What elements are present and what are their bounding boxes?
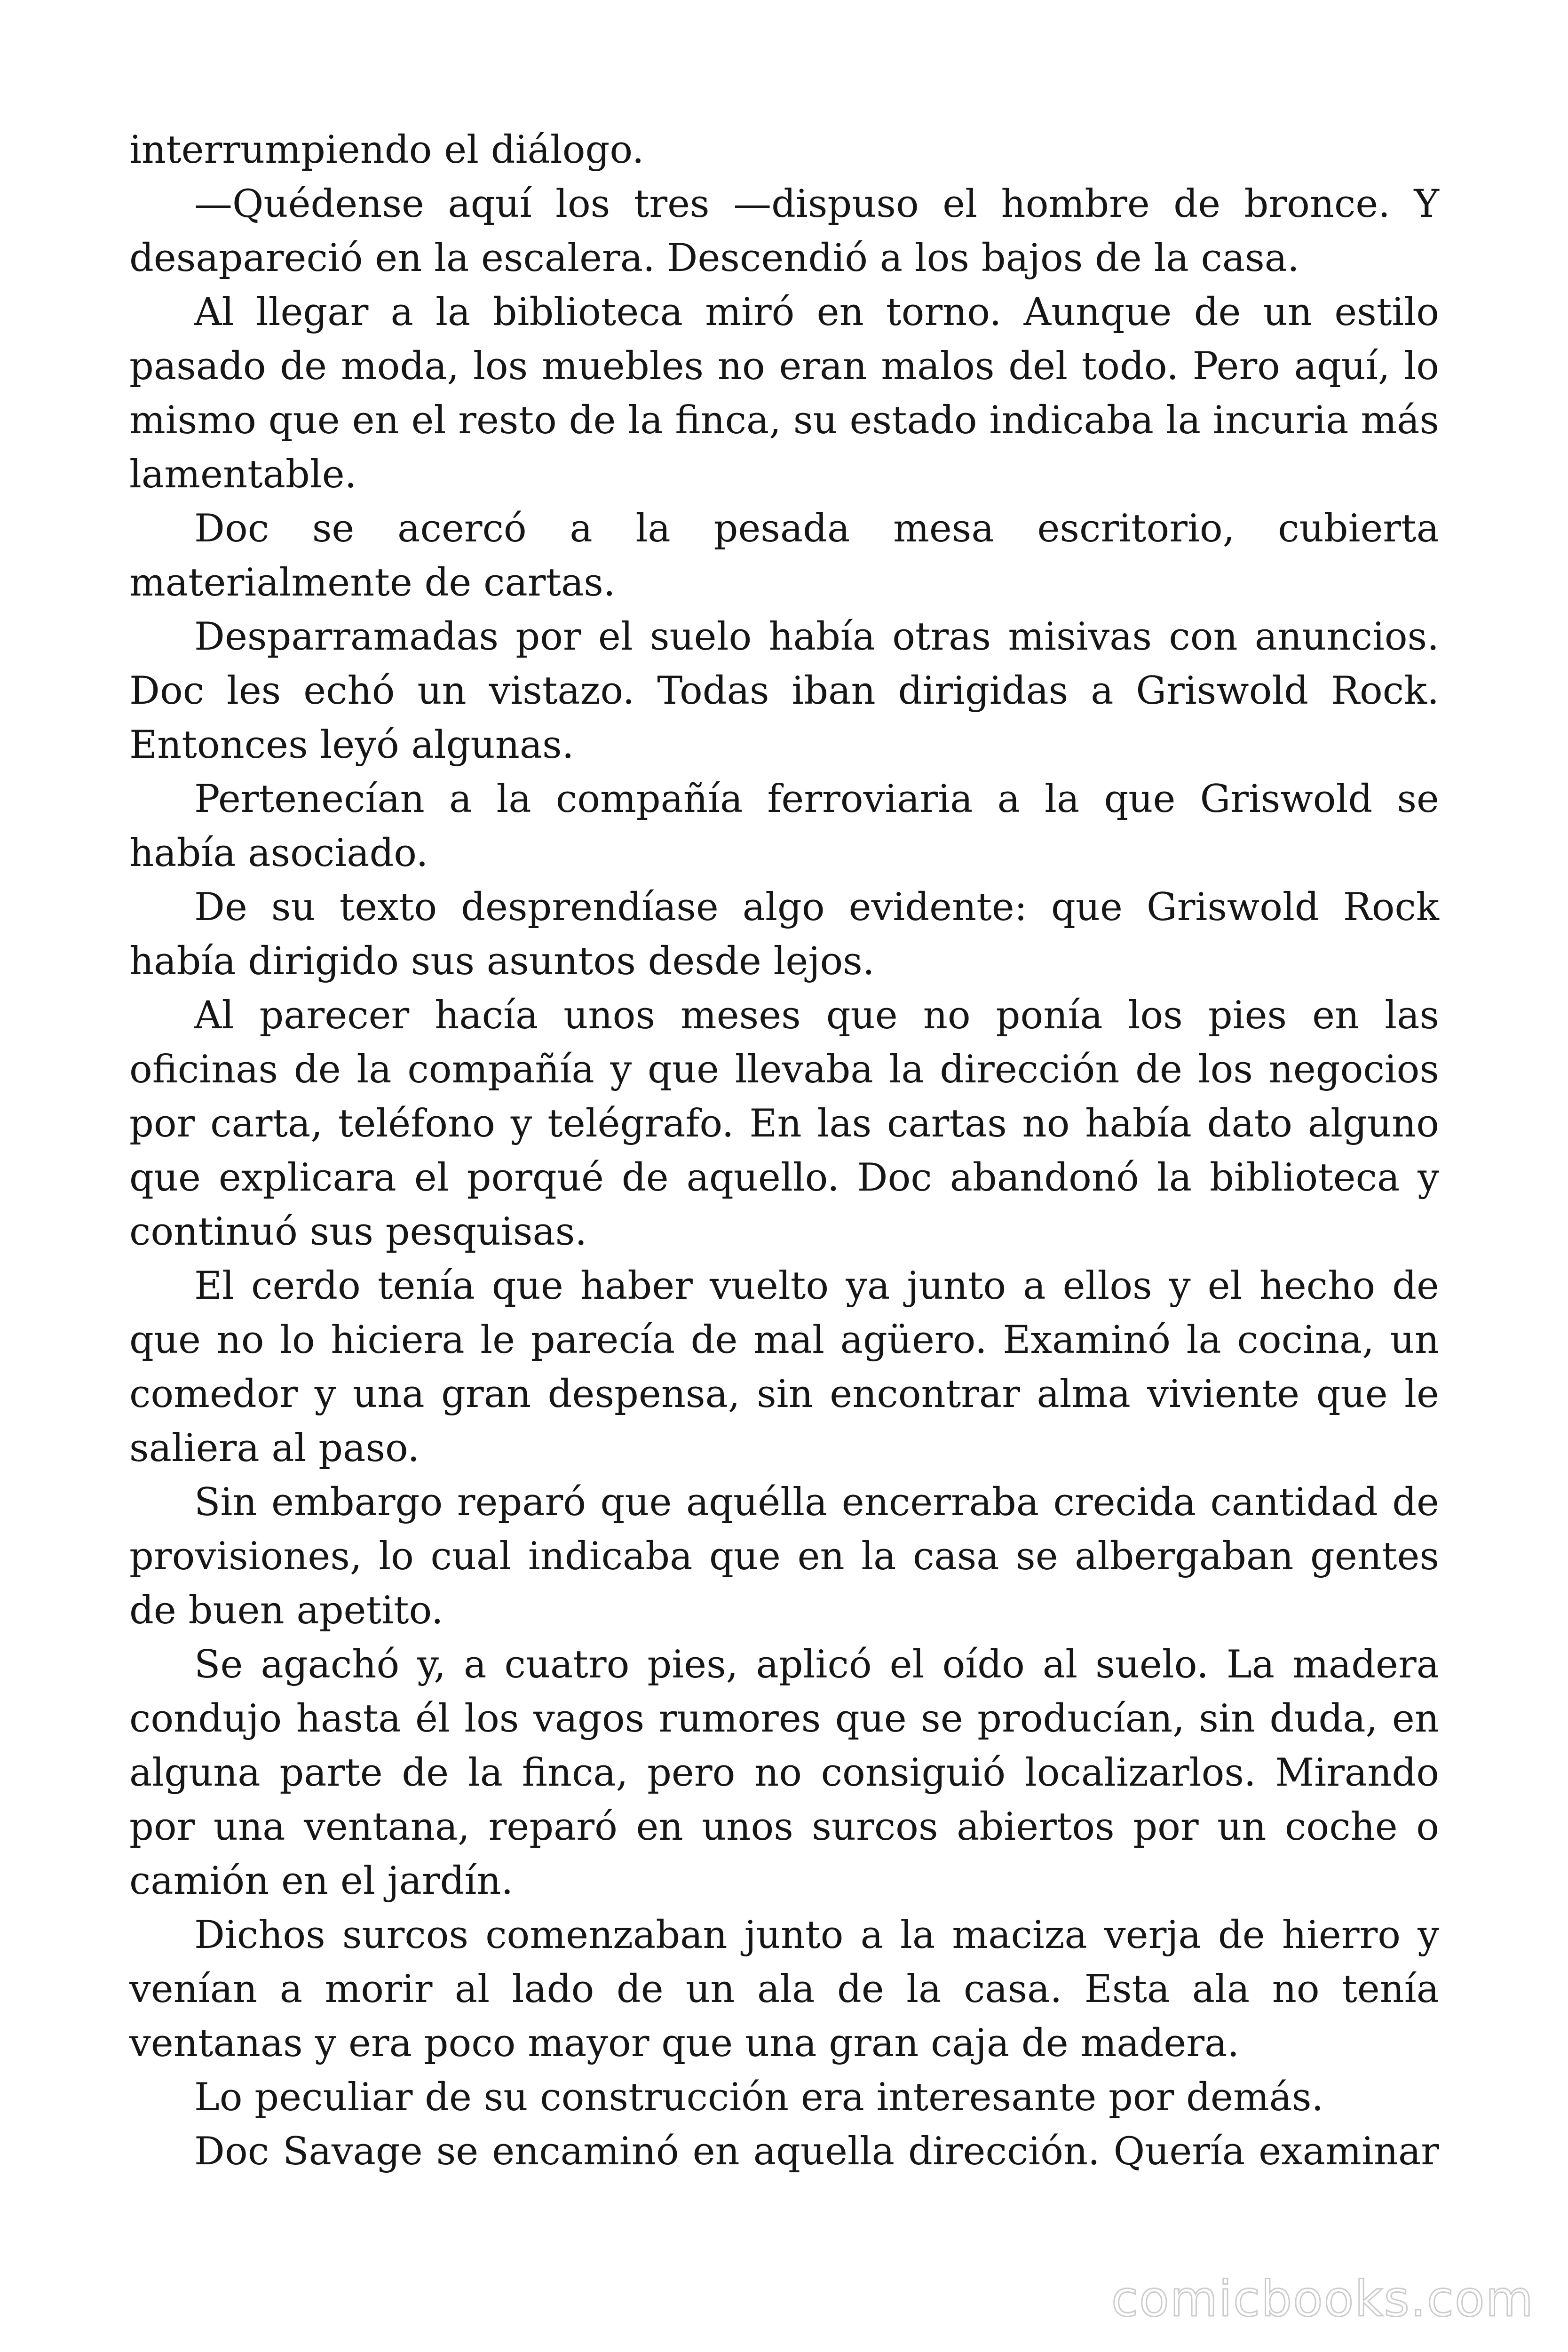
- paragraph: Desparramadas por el suelo había otras misivas con anuncios. Doc les echó un vistazo. Todas iban dirigidas a Griswold Rock. Entonces leyó algunas.: [129, 615, 1439, 767]
- paragraph: De su texto desprendíase algo evidente: que Griswold Rock había dirigido sus asuntos desde lejos.: [129, 885, 1439, 984]
- paragraph: Al parecer hacía unos meses que no ponía los pies en las oficinas de la compañía y que llevaba la dirección de los negocios por carta, teléfono y telégrafo. En las cartas no había dato alguno que explicara el porqué de aquello. Doc abandonó la biblioteca y continuó sus pesquisas.: [129, 993, 1439, 1254]
- watermark: comicbooks.com: [1111, 2270, 1534, 2328]
- paragraph: Doc se acercó a la pesada mesa escritorio, cubierta materialmente de cartas.: [129, 507, 1439, 605]
- paragraph: Sin embargo reparó que aquélla encerraba crecida cantidad de provisiones, lo cual indicaba que en la casa se albergaban gentes de buen apetito.: [129, 1480, 1439, 1633]
- paragraph: Se agachó y, a cuatro pies, aplicó el oído al suelo. La madera condujo hasta él los vagos rumores que se producían, sin duda, en alguna parte de la finca, pero no consiguió localizarlos. Mirando por una ventana, reparó en unos surcos abiertos por un coche o camión en el jardín.: [129, 1643, 1439, 1903]
- paragraph: Lo peculiar de su construcción era interesante por demás.: [194, 2075, 1324, 2120]
- paragraph: Al llegar a la biblioteca miró en torno. Aunque de un estilo pasado de moda, los muebles no eran malos del todo. Pero aquí, lo mismo que en el resto de la finca, su estado indicaba la incuria más lamentable.: [129, 290, 1439, 497]
- page-body: [129, 123, 1439, 2179]
- paragraph: —Quédense aquí los tres —dispuso el hombre de bronce. Y desapareció en la escalera. Descendió a los bajos de la casa.: [129, 182, 1439, 280]
- paragraph: Dichos surcos comenzaban junto a la maciza verja de hierro y venían a morir al lado de un ala de la casa. Esta ala no tenía ventanas y era poco mayor que una gran caja de madera.: [129, 1913, 1439, 2066]
- paragraph: Pertenecían a la compañía ferroviaria a la que Griswold se había asociado.: [129, 777, 1439, 875]
- paragraph: interrumpiendo el diálogo.: [129, 128, 644, 172]
- paragraph: Doc Savage se encaminó en aquella dirección. Quería examinar: [194, 2130, 1439, 2174]
- paragraph: El cerdo tenía que haber vuelto ya junto a ellos y el hecho de que no lo hiciera le parecía de mal agüero. Examinó la cocina, un comedor y una gran despensa, sin encontrar alma viviente que le saliera al paso.: [129, 1264, 1439, 1470]
